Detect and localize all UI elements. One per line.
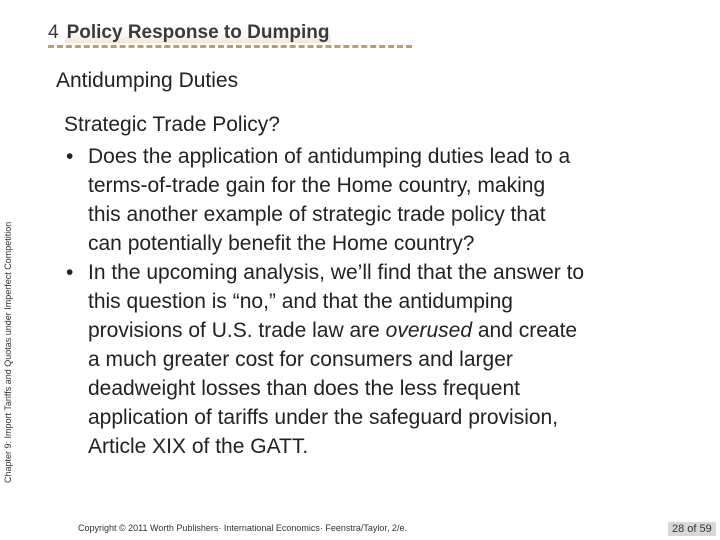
bullet-text-segment: provisions of U.S. trade law are bbox=[88, 319, 386, 342]
section-number: 4 bbox=[48, 22, 59, 43]
chapter-label: Chapter 9: Import Tariffs and Quotas under Imperfect Competition bbox=[3, 221, 13, 483]
bullet-text-line: terms-of-trade gain for the Home country, making bbox=[88, 174, 546, 197]
bullet-text-line: Does the application of antidumping duties lead to a bbox=[88, 145, 571, 168]
bullet-text-line: In the upcoming analysis, we’ll find that the answer to bbox=[88, 261, 585, 284]
bullet-text-line: Article XIX of the GATT. bbox=[88, 435, 309, 458]
bullet-icon: • bbox=[66, 145, 74, 168]
subheading: Strategic Trade Policy? bbox=[64, 113, 280, 136]
bullet-text-segment: and create bbox=[472, 319, 578, 342]
emphasis-overused: overused bbox=[385, 319, 473, 342]
header-underline bbox=[48, 45, 412, 48]
bullet-text-line: can potentially benefit the Home country? bbox=[88, 232, 475, 255]
bullet-icon: • bbox=[66, 261, 74, 284]
bullet-item bbox=[64, 142, 664, 258]
bullet-text-line: this another example of strategic trade policy that bbox=[88, 203, 546, 226]
bullet-item bbox=[64, 258, 664, 461]
bullet-text-line: application of tariffs under the safeguard provision, bbox=[88, 406, 559, 429]
bullet-text-line: deadweight losses than does the less frequent bbox=[88, 377, 520, 400]
page-number-badge: 28 of 59 bbox=[668, 522, 716, 536]
bullet-text-line: this question is “no,” and that the antidumping bbox=[88, 290, 513, 313]
header-title: Policy Response to Dumping bbox=[66, 22, 330, 43]
bullet-text-line: a much greater cost for consumers and larger bbox=[88, 348, 513, 371]
bullet-text-line bbox=[88, 316, 664, 345]
copyright-footer: Copyright © 2011 Worth Publishers· International Economics· Feenstra/Taylor, 2/e. bbox=[78, 523, 407, 533]
slide-header bbox=[48, 22, 331, 44]
section-title: Antidumping Duties bbox=[56, 69, 239, 92]
bullet-list bbox=[64, 142, 664, 461]
